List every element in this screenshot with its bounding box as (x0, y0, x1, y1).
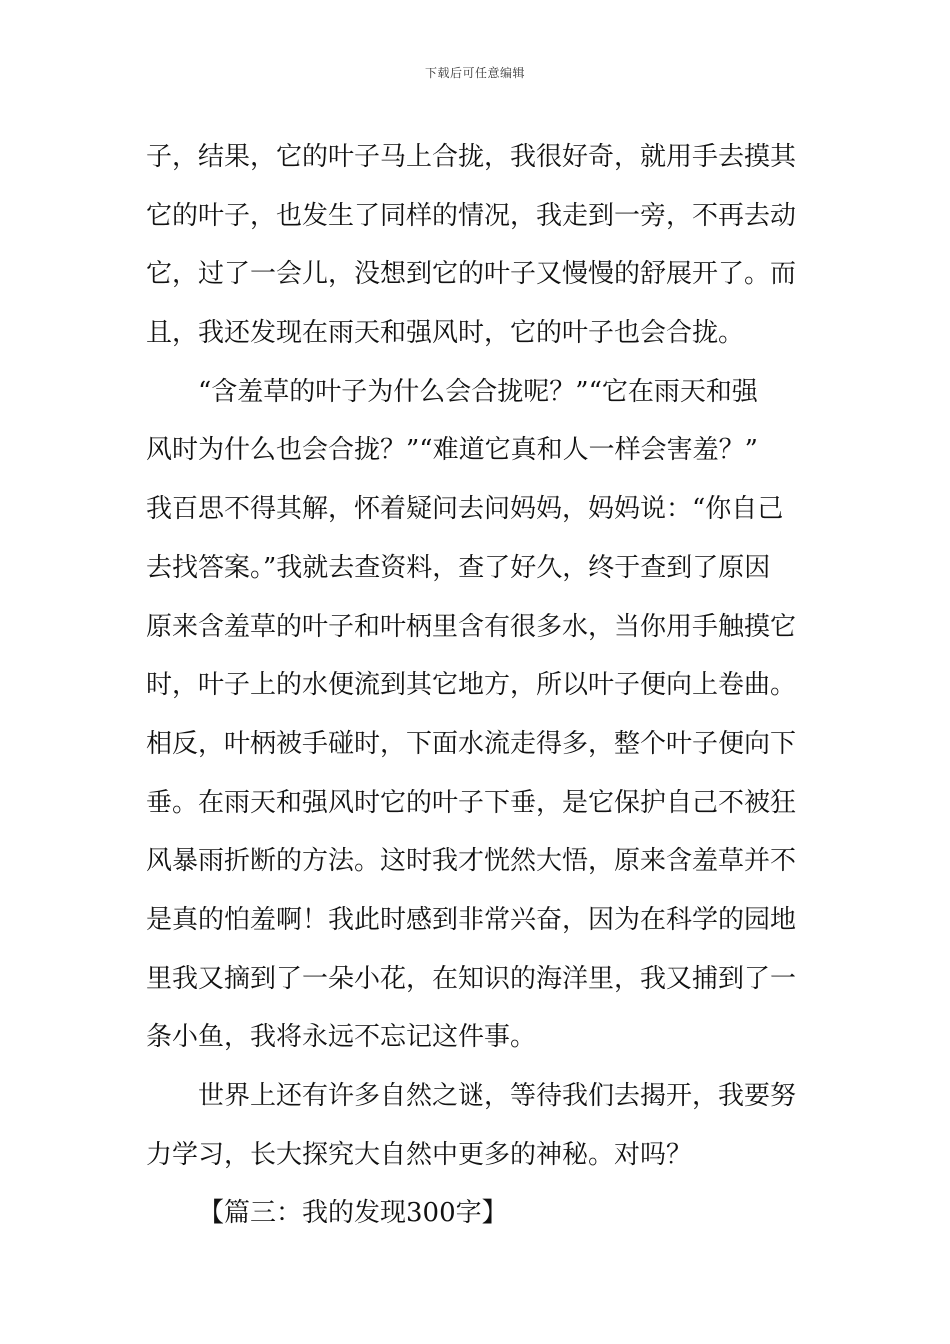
text-line: 它的叶子，也发生了同样的情况，我走到一旁，不再去动 (146, 200, 797, 231)
paragraph-start-line: 世界上还有许多自然之谜，等待我们去揭开，我要努 (198, 1081, 797, 1111)
text-line: 我百思不得其解，怀着疑问去问妈妈，妈妈说：“你自己 (146, 494, 784, 525)
text-line: 垂。在雨天和强风时它的叶子下垂，是它保护自己不被狂 (146, 787, 797, 818)
text-line: 是真的怕羞啊！我此时感到非常兴奋，因为在科学的园地 (146, 904, 797, 935)
text-line: 风暴雨折断的方法。这时我才恍然大悟，原来含羞草并不 (146, 846, 797, 877)
text-line: 原来含羞草的叶子和叶柄里含有很多水，当你用手触摸它 (146, 611, 797, 642)
text-line: 里我又摘到了一朵小花，在知识的海洋里，我又捕到了一 (146, 963, 797, 994)
text-line: 且，我还发现在雨天和强风时，它的叶子也会合拢。 (146, 318, 745, 349)
text-line: 风时为什么也会合拢？”“难道它真和人一样会害羞？” (146, 435, 758, 466)
document-body (146, 128, 816, 1243)
text-line: 条小鱼，我将永远不忘记这件事。 (146, 1022, 537, 1053)
paragraph-start-line: “含羞草的叶子为什么会合拢呢？”“它在雨天和强 (198, 376, 758, 407)
text-line: 它，过了一会儿，没想到它的叶子又慢慢的舒展开了。而 (146, 259, 797, 290)
page-header: 下载后可任意编辑 (424, 66, 525, 80)
text-line: 子，结果，它的叶子马上合拢，我很好奇，就用手去摸其 (146, 142, 797, 172)
section-heading: 【篇三：我的发现300字】 (198, 1198, 508, 1229)
text-line: 去找答案。”我就去查资料，查了好久，终于查到了原因 (146, 552, 771, 583)
text-line: 时，叶子上的水便流到其它地方，所以叶子便向上卷曲。 (146, 670, 797, 701)
text-line: 力学习，长大探究大自然中更多的神秘。对吗？ (146, 1139, 693, 1170)
text-line: 相反，叶柄被手碰时，下面水流走得多，整个叶子便向下 (146, 728, 797, 759)
